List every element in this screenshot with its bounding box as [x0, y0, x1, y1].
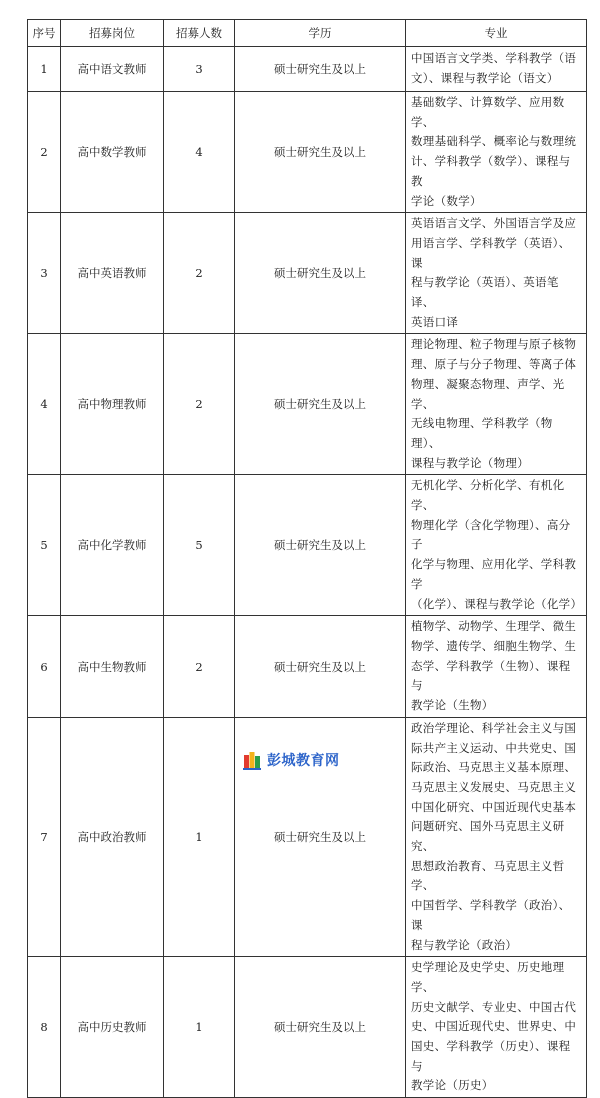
cell-major	[406, 47, 587, 92]
major-line: 无线电物理、学科教学（物理）、	[411, 416, 553, 450]
cell-education: 硕士研究生及以上	[235, 92, 406, 213]
major-line: 教学论（历史）	[411, 1078, 494, 1093]
book-icon	[243, 750, 261, 770]
major-line: 基础数学、计算数学、应用数学、	[411, 95, 565, 129]
major-line: 思想政治教育、马克思主义哲学、	[411, 858, 565, 893]
cell-position: 高中物理教师	[61, 334, 164, 475]
cell-count: 2	[164, 616, 235, 718]
major-line: 史、中国近现代史、世界史、中	[411, 1019, 577, 1034]
cell-major	[406, 213, 587, 334]
table-row	[28, 334, 587, 475]
major-line: 教学论（生物）	[411, 698, 494, 713]
cell-count: 3	[164, 47, 235, 92]
cell-education: 硕士研究生及以上	[235, 616, 406, 718]
cell-position: 高中数学教师	[61, 92, 164, 213]
major-line: 中国哲学、学科教学（政治）、课	[411, 898, 571, 932]
major-line: 马克思主义发展史、马克思主义	[411, 779, 577, 794]
cell-position: 高中英语教师	[61, 213, 164, 334]
cell-count: 2	[164, 334, 235, 475]
table-row	[28, 957, 587, 1098]
major-line: 国史、学科教学（历史）、课程与	[411, 1039, 571, 1073]
cell-education: 硕士研究生及以上	[235, 334, 406, 475]
cell-major	[406, 957, 587, 1098]
cell-count: 1	[164, 717, 235, 956]
cell-major	[406, 334, 587, 475]
cell-no: 3	[28, 213, 61, 334]
major-line: 问题研究、国外马克思主义研究、	[411, 819, 565, 854]
recruitment-table	[27, 19, 587, 1098]
major-line: 史学理论及史学史、历史地理学、	[411, 960, 565, 994]
major-line: 文）、课程与教学论（语文）	[411, 71, 559, 85]
major-line: 课程与教学论（物理）	[411, 455, 529, 470]
cell-count: 1	[164, 957, 235, 1098]
header-education: 学历	[235, 20, 406, 47]
major-line: 理、原子与分子物理、等离子体	[411, 357, 577, 372]
cell-education: 硕士研究生及以上	[235, 475, 406, 616]
major-line: 无机化学、分析化学、有机化学、	[411, 478, 565, 513]
cell-count: 4	[164, 92, 235, 213]
major-line: 理论物理、粒子物理与原子核物	[411, 337, 577, 352]
major-line: 程与教学论（政治）	[411, 937, 518, 952]
cell-major	[406, 616, 587, 718]
header-no: 序号	[28, 20, 61, 47]
cell-no: 8	[28, 957, 61, 1098]
major-line: 政治学理论、科学社会主义与国	[411, 720, 577, 735]
major-line: 中国语言文学类、学科教学（语	[411, 51, 577, 66]
header-count: 招募人数	[164, 20, 235, 47]
table-row	[28, 213, 587, 334]
major-line: 物理化学（含化学物理）、高分子	[411, 517, 571, 552]
major-line: 数理基础科学、概率论与数理统	[411, 134, 577, 149]
major-line: 学论（数学）	[411, 193, 482, 208]
watermark	[243, 747, 368, 773]
cell-no: 1	[28, 47, 61, 92]
major-line: 际共产主义运动、中共党史、国	[411, 740, 577, 755]
cell-education: 硕士研究生及以上	[235, 957, 406, 1098]
table-row	[28, 616, 587, 718]
cell-education: 硕士研究生及以上	[235, 717, 406, 956]
cell-major	[406, 717, 587, 956]
cell-education: 硕士研究生及以上	[235, 47, 406, 92]
cell-count: 5	[164, 475, 235, 616]
major-line: 际政治、马克思主义基本原理、	[411, 760, 577, 775]
cell-position: 高中政治教师	[61, 717, 164, 956]
cell-count: 2	[164, 213, 235, 334]
major-line: 历史文献学、专业史、中国古代	[411, 999, 577, 1014]
major-line: 中国化研究、中国近现代史基本	[411, 799, 577, 814]
cell-no: 2	[28, 92, 61, 213]
major-line: 物学、遗传学、细胞生物学、生	[411, 638, 577, 653]
header-major: 专业	[406, 20, 587, 47]
cell-major	[406, 92, 587, 213]
cell-position: 高中化学教师	[61, 475, 164, 616]
major-line: 程与教学论（英语）、英语笔译、	[411, 275, 559, 310]
table-row	[28, 92, 587, 213]
cell-education: 硕士研究生及以上	[235, 213, 406, 334]
cell-no: 5	[28, 475, 61, 616]
major-line: 化学与物理、应用化学、学科教学	[411, 557, 577, 591]
table-row	[28, 47, 587, 92]
header-position: 招募岗位	[61, 20, 164, 47]
cell-no: 7	[28, 717, 61, 956]
cell-no: 6	[28, 616, 61, 718]
major-line: 物理、凝聚态物理、声学、光学、	[411, 376, 565, 411]
table-row	[28, 475, 587, 616]
major-line: （化学）、课程与教学论（化学）	[411, 596, 583, 611]
major-line: 英语口译	[411, 314, 459, 329]
major-line: 态学、学科教学（生物）、课程与	[411, 658, 571, 693]
cell-no: 4	[28, 334, 61, 475]
cell-position: 高中历史教师	[61, 957, 164, 1098]
major-line: 用语言学、学科教学（英语）、课	[411, 235, 571, 270]
major-line: 植物学、动物学、生理学、微生	[411, 619, 577, 634]
cell-position: 高中语文教师	[61, 47, 164, 92]
cell-position: 高中生物教师	[61, 616, 164, 718]
table-header-row	[28, 20, 587, 47]
watermark-text: 彭城教育网	[267, 753, 340, 769]
cell-major	[406, 475, 587, 616]
major-line: 计、学科教学（数学）、课程与教	[411, 154, 571, 188]
major-line: 英语语言文学、外国语言学及应	[411, 216, 577, 231]
